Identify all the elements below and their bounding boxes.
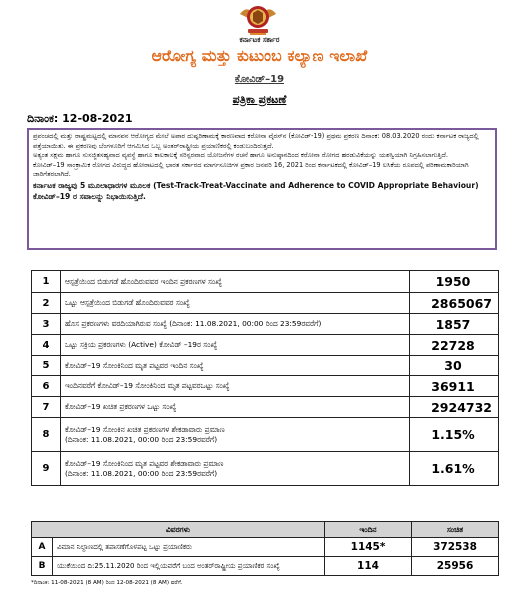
travellers-table xyxy=(31,521,499,576)
table-row xyxy=(32,271,499,293)
intro-box xyxy=(27,128,497,250)
table-row xyxy=(32,293,499,314)
row-value: 36911 xyxy=(410,376,499,397)
row-description: ಒಟ್ಟು ಆಸ್ಪತ್ರೆಯಿಂದ ಬಿಡುಗಡೆ ಹೊಂದಿರುವವರ ಸಂಖ್ಯೆ xyxy=(61,293,410,314)
table-row xyxy=(32,356,499,376)
row-today: 114 xyxy=(325,557,412,576)
header-today: ಇಂದಿನ xyxy=(325,522,412,538)
table-row xyxy=(32,557,499,576)
row-number: 7 xyxy=(32,397,61,418)
row-description: ಒಟ್ಟು ಸಕ್ರಿಯ ಪ್ರಕರಣಗಳು (Active) ಕೋವಿಡ್ –19ರ ಸಂಖ್ಯೆ xyxy=(61,335,410,356)
table-header-row xyxy=(32,522,499,538)
header-details: ವಿವರಗಳು xyxy=(32,522,325,538)
row-description: ಕೋವಿಡ್–19 ಸೋಂಕಿನಿಂದ ಮೃತ ಪಟ್ಟವರ ಇಂದಿನ ಸಂಖ್ಯೆ xyxy=(61,356,410,376)
covid-label: ಕೋವಿಡ್–19 xyxy=(234,74,285,85)
row-description: ಆಸ್ಪತ್ರೆಯಿಂದ ಬಿಡುಗಡೆ ಹೊಂದಿರುವವರ ಇಂದಿನ ಪ್ರಕರಣಗಳ ಸಂಖ್ಯೆ xyxy=(61,271,410,293)
row-description xyxy=(61,452,410,486)
row-description-date: (ದಿನಾಂಕ: 11.08.2021, 00:00 ರಿಂದ 23:59ರವರೆಗೆ) xyxy=(65,434,218,444)
row-value: 1.61% xyxy=(410,452,499,486)
row-letter: B xyxy=(32,557,53,576)
karnataka-emblem-icon xyxy=(236,2,280,38)
row-value: 1857 xyxy=(410,314,499,335)
row-description: ಹೊಸ ಪ್ರಕರಣಗಳು ವರದಿಯಾಗಿರುವ ಸಂಖ್ಯೆ (ದಿನಾಂಕ: 11.08.2021, 00:00 ರಿಂದ 23:59ರವರೆಗೆ) xyxy=(61,314,410,335)
release-date: ದಿನಾಂಕ: 12-08-2021 xyxy=(27,112,133,125)
row-number: 9 xyxy=(32,452,61,486)
government-label: ಕರ್ನಾಟಕ ಸರ್ಕಾರ xyxy=(239,36,280,44)
row-description-date: (ದಿನಾಂಕ: 11.08.2021, 00:00 ರಿಂದ 23:59ರವರೆಗೆ) xyxy=(65,468,218,478)
row-cumulative: 372538 xyxy=(412,538,499,557)
row-description: ಯುಕೆಯಿಂದ ದಿ:25.11.2020 ರಿಂದ ಇಲ್ಲಿಯವರೆಗೆ ಬಂದ ಅಂತರ್‌ರಾಷ್ಟ್ರೀಯ ಪ್ರಯಾಣಿಕರ ಸಂಖ್ಯೆ xyxy=(53,557,325,576)
row-description-line: ಕೋವಿಡ್–19 ಸೋಂಕಿನಿಂದ ಮೃತ ಪಟ್ಟವರ ಶೇಕಡಾವಾರು ಪ್ರಮಾಣ xyxy=(65,458,224,468)
row-description: ಇಂದಿನವರೆಗೆ ಕೋವಿಡ್–19 ಸೋಂಕಿನಿಂದ ಮೃತ ಪಟ್ಟವರಒಟ್ಟು ಸಂಖ್ಯೆ xyxy=(61,376,410,397)
header-cumulative: ಸಂಚಿತ xyxy=(412,522,499,538)
row-description-line: ಕೋವಿಡ್–19 ಸೋಂಕಿನ ಖಚಿತ ಪ್ರಕರಣಗಳ ಶೇಕಡಾವಾರು ಪ್ರಮಾಣ xyxy=(65,424,225,434)
row-description: ವಿಮಾನ ನಿಲ್ದಾಣದಲ್ಲಿ ತಪಾಸಣೆಗೊಳಪಟ್ಟ ಒಟ್ಟು ಪ್ರಯಾಣಿಕರು xyxy=(53,538,325,557)
table-row xyxy=(32,397,499,418)
row-today: 1145* xyxy=(325,538,412,557)
row-number: 8 xyxy=(32,418,61,452)
table-row xyxy=(32,418,499,452)
row-number: 1 xyxy=(32,271,61,293)
row-description xyxy=(61,418,410,452)
row-number: 6 xyxy=(32,376,61,397)
row-number: 3 xyxy=(32,314,61,335)
row-number: 2 xyxy=(32,293,61,314)
row-number: 4 xyxy=(32,335,61,356)
department-title: ಆರೋಗ್ಯ ಮತ್ತು ಕುಟುಂಬ ಕಲ್ಯಾಣ ಇಲಾಖೆ xyxy=(151,47,368,65)
footnote: *ದಿನಾಂಕ: 11-08-2021 (8 AM) ರಿಂದ 12-08-2021 (8 AM) ವರೆಗೆ. xyxy=(31,580,183,586)
row-value: 1950 xyxy=(410,271,499,293)
intro-paragraph: ಅತ್ಯಂತ ಸಕ್ಷಮ ಹಾಗೂ ಸುಸಜ್ಜಿತಸಹ್ಯವಾದ ವ್ಯವಸ್ಥೆ ಹಾಗೂ ಕಾಲಕಾಲಕ್ಕೆ ಸರಿಸ್ಪರವಾದ ಯೋಜನೆಗಳ ರಚನೆ ಹಾಗೂ ಅನುಷ್ಠಾನದಿಂದ ಕರೋನಾ ರೋಗದ ಹರಡುವಿಕೆಯನ್ನು ಯಶಸ್ವಿಯಾಗಿ ನಿಗ್ರಹಿಸಲಾಗುತ್ತಿದೆ. xyxy=(33,151,448,159)
table-row xyxy=(32,314,499,335)
row-letter: A xyxy=(32,538,53,557)
table-row xyxy=(32,538,499,557)
table-row xyxy=(32,452,499,486)
table-row xyxy=(32,335,499,356)
intro-paragraph: ಕೋವಿಡ್–19 ಸಾಂಕ್ರಾಮಿಕ ರೋಗದ ವಿರುದ್ಧದ ಹೋರಾಟದಲ್ಲಿ ಭಾರತ ಸರ್ಕಾರದ ಮಾರ್ಗಸೂಚಿಗಳ ಪ್ರಕಾರ ಜನವರಿ 16, 2021 ರಿಂದ ಕರ್ನಾಟಕದಲ್ಲಿ ಕೋವಿಡ್–19 ಲಸಿಕೆಯ ರೂಪದಲ್ಲಿ ಪರಿಣಾಮಕಾರಿಯಾಗಿ ಜಾರಿಗೆತರಲಾಗಿದೆ. xyxy=(33,160,469,178)
table-row xyxy=(32,376,499,397)
row-value: 1.15% xyxy=(410,418,499,452)
row-cumulative: 25956 xyxy=(412,557,499,576)
intro-paragraph: ಪ್ರಪಂಚದಲ್ಲಿ ಮತ್ತು ರಾಷ್ಟ್ರಮಟ್ಟದಲ್ಲಿ ಮಾನವನ ಆರೋಗ್ಯದ ಮೇಲೆ ಅಪಾರ ದುಷ್ಪರಿಣಾಮಕ್ಕೆ ಕಾರಣವಾದ ಕರೋನಾ ವೈರಸ್‌ನ (ಕೋವಿಡ್-19) ಪ್ರಥಮ ಪ್ರಕರಣ ದಿನಾಂಕ: 08.03.2020 ರಂದು ಕರ್ನಾಟಕ ರಾಜ್ಯದಲ್ಲಿ ಪತ್ತೆಯಾಯಿತು. ಈ ಪ್ರಕರಣವು ಬೆಂಗಳೂರಿಗೆ ಆಗಮಿಸಿದ ಒಬ್ಬ ಅಂತರ್‌ರಾಷ್ಟ್ರೀಯ ಪ್ರಯಾಣಿಕರಲ್ಲಿ ಕಂಡುಬಂದಿರುತ್ತದೆ. xyxy=(33,132,479,150)
row-value: 2865067 xyxy=(410,293,499,314)
covid-stats-table xyxy=(31,270,499,486)
press-release-title: ಪತ್ರಿಕಾ ಪ್ರಕಟಣೆ xyxy=(232,93,287,106)
row-value: 22728 xyxy=(410,335,499,356)
row-description: ಕೋವಿಡ್–19 ಖಚಿತ ಪ್ರಕರಣಗಳ ಒಟ್ಟು ಸಂಖ್ಯೆ xyxy=(61,397,410,418)
row-value: 2924732 xyxy=(410,397,499,418)
row-number: 5 xyxy=(32,356,61,376)
row-value: 30 xyxy=(410,356,499,376)
intro-paragraph-strategy: ಕರ್ನಾಟಕ ರಾಜ್ಯವು 5 ಮೂಲಾಧಾರಗಳ ಮೂಲಕ (Test-Track-Treat-Vaccinate and Adherence to COVID Appropriate Behaviour) ಕೋವಿಡ್–19 ರ ಸವಾಲನ್ನು ನಿಭಾಯಿಸುತ್ತಿದೆ. xyxy=(33,180,479,201)
